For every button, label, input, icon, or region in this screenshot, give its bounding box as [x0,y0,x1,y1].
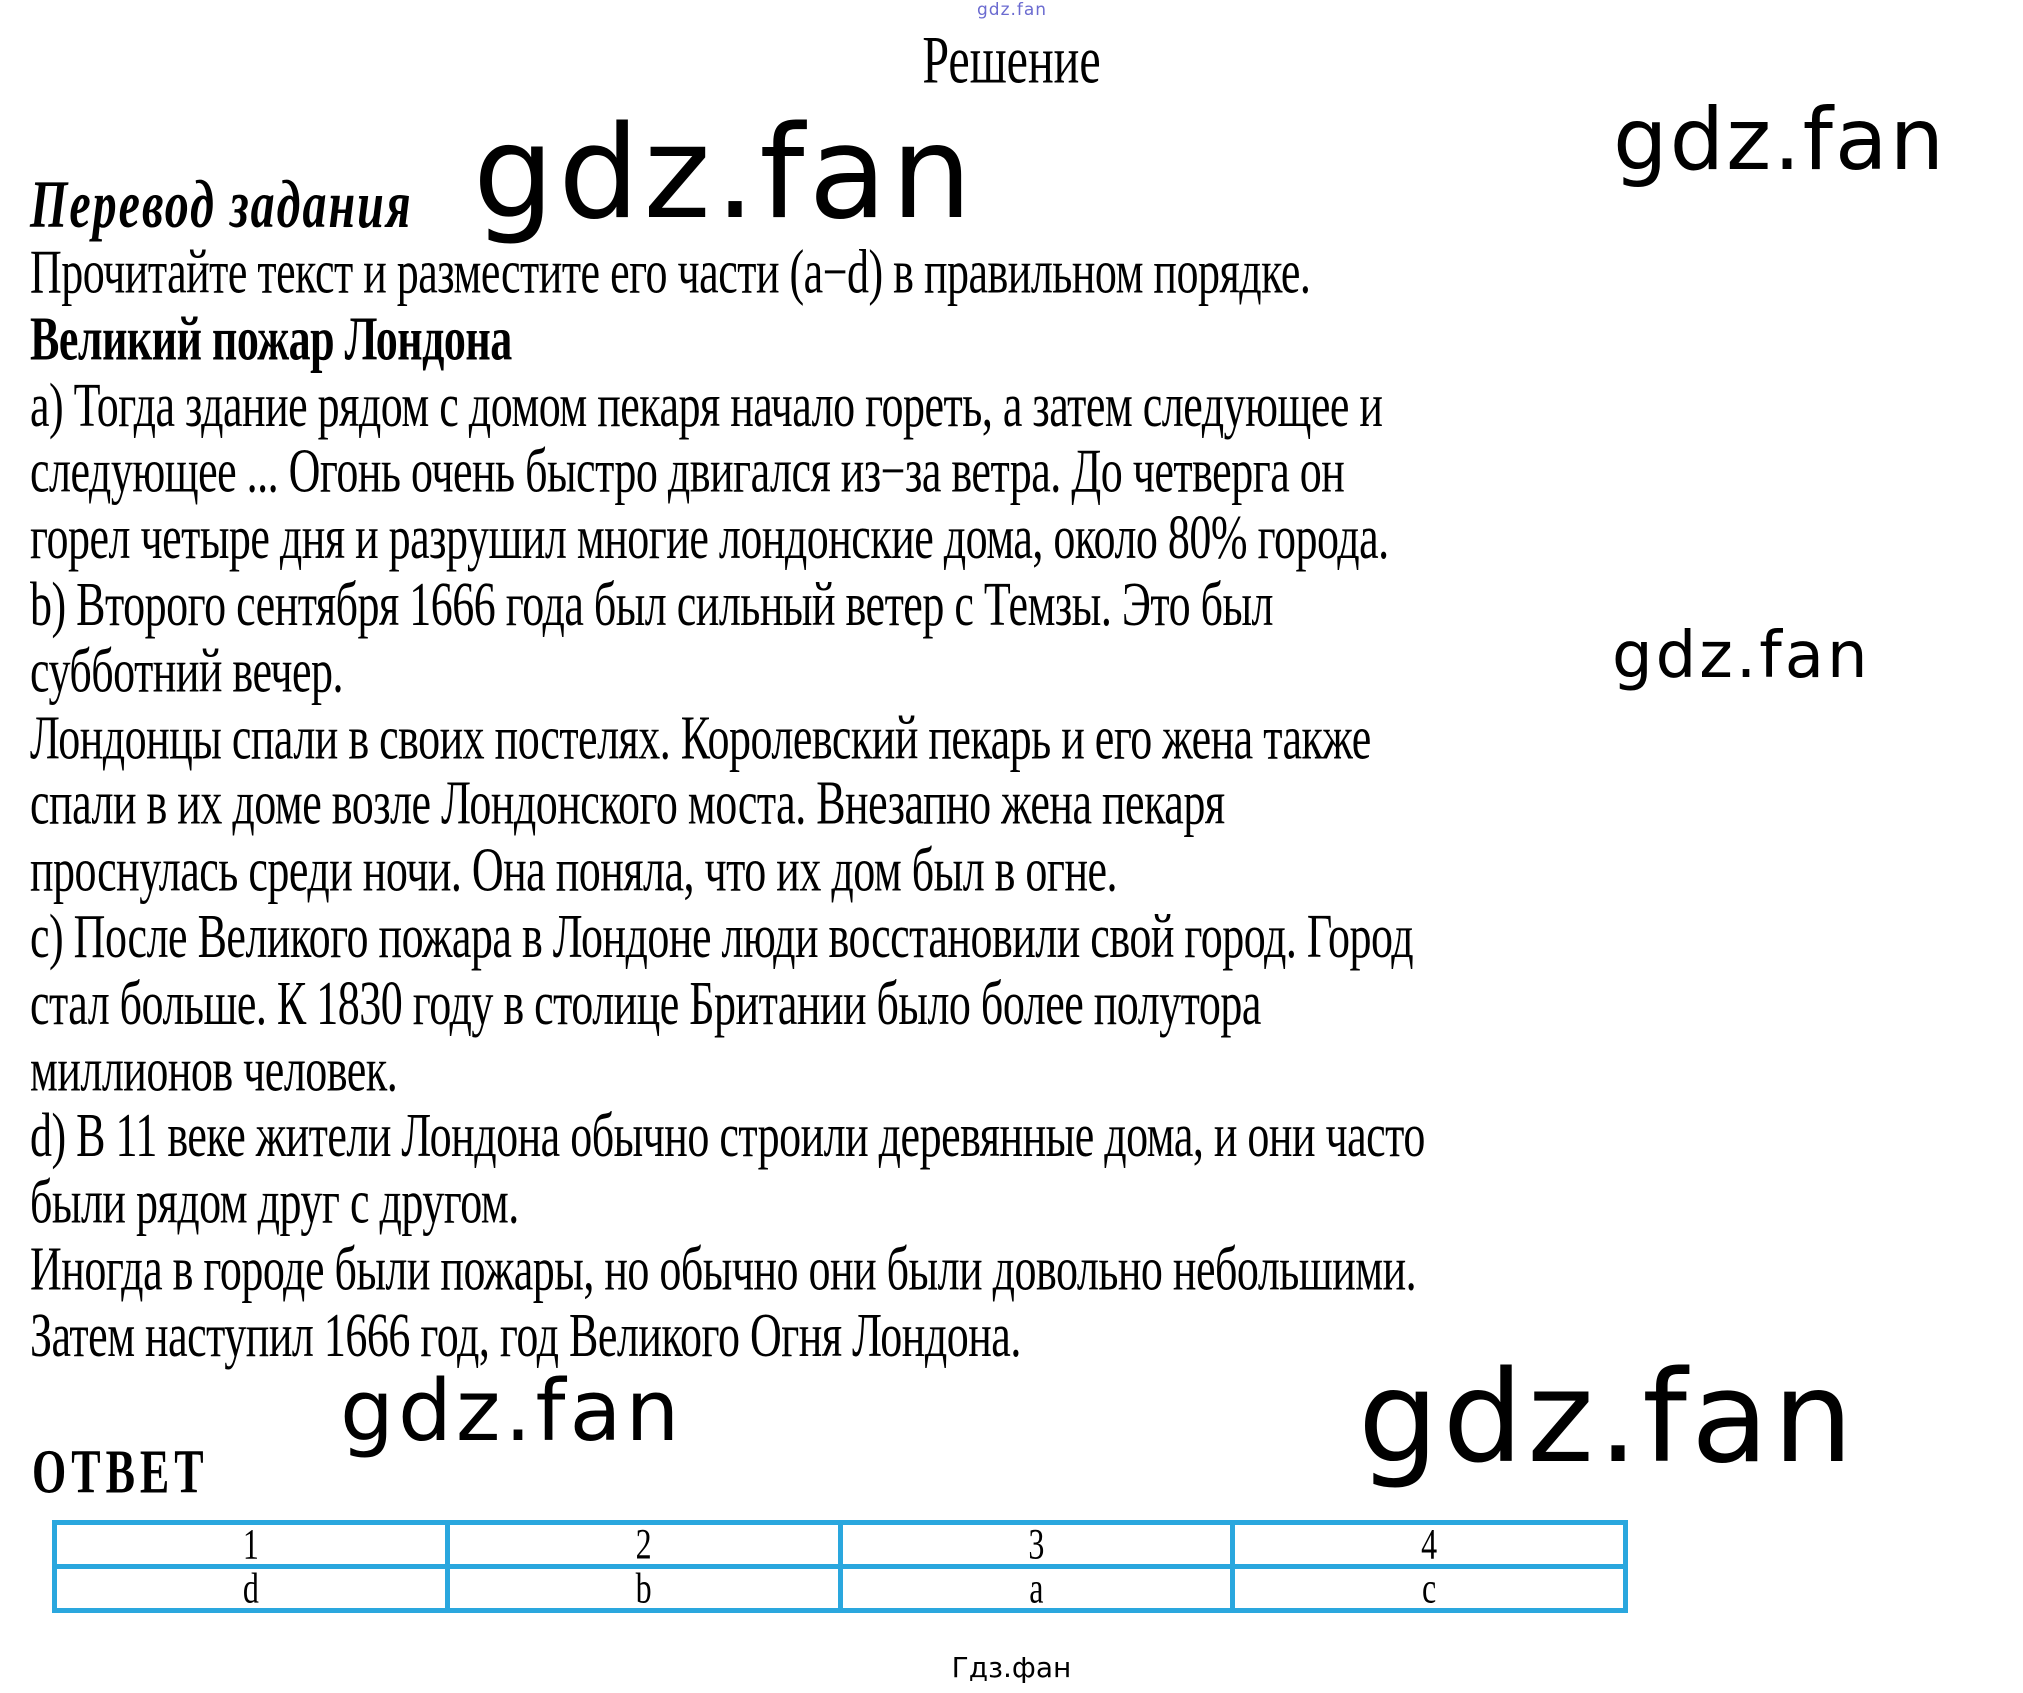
paragraph-b-line-1: b) Второго сентября 1666 года был сильный ветер с Темзы. Это был [30,569,1273,639]
paragraph-c-line-1: c) После Великого пожара в Лондоне люди восстановили свой город. Город [30,901,1414,972]
paragraph-d-line-1: d) В 11 веке жители Лондона обычно строили деревянные дома, и они часто [30,1101,1425,1171]
paragraph-d-line-3: Иногда в городе были пожары, но обычно они были довольно небольшими. [30,1233,1417,1304]
answer-value-cell-1: d [55,1567,448,1611]
answer-section-label: ОТВЕТ [32,1437,209,1507]
paragraph-b-line-2: субботний вечер. [30,635,344,706]
paragraph-b-line-5: проснулась среди ночи. Она поняла, что их дом был в огне. [30,835,1118,905]
paragraph-a-line-2: следующее ... Огонь очень быстро двигался из−за ветра. До четверга он [30,436,1345,507]
watermark-top-right: gdz.fan [1613,90,1947,190]
paragraph-b-line-4: спали в их доме возле Лондонского моста. Внезапно жена пекаря [30,768,1225,839]
answer-value-cell-3: a [840,1567,1233,1611]
site-footer-label: Гдз.фан [951,1651,1072,1684]
paragraph-c-line-3: миллионов человек. [30,1034,398,1105]
task-text-block [30,237,1425,1370]
paragraph-d-line-4: Затем наступил 1666 год, год Великого Огня Лондона. [30,1300,1021,1370]
watermark-bottom-left: gdz.fan [340,1362,684,1461]
answer-header-cell-2: 2 [447,1523,840,1567]
paragraph-a-line-3: горел четыре дня и разрушил многие лондонские дома, около 80% города. [30,502,1389,573]
paragraph-b-line-3: Лондонцы спали в своих постелях. Королевский пекарь и его жена также [30,702,1371,772]
paragraph-d-line-2: были рядом друг с другом. [30,1167,519,1238]
answer-value-cell-4: c [1233,1567,1626,1611]
paragraph-c-line-2: стал больше. К 1830 году в столице Британии было более полутора [30,968,1261,1038]
page-title: Решение [922,22,1101,98]
task-instruction: Прочитайте текст и разместите его части (a−d) в правильном порядке. [30,237,1311,307]
answer-table-value-row [55,1567,1626,1611]
answer-table [52,1520,1628,1613]
watermark-middle-right: gdz.fan [1612,619,1871,693]
answer-header-cell-4: 4 [1233,1523,1626,1567]
answer-table-header-row [55,1523,1626,1567]
paragraph-a-line-1: a) Тогда здание рядом с домом пекаря начало гореть, а затем следующее и [30,370,1383,440]
answer-header-cell-3: 3 [840,1523,1233,1567]
answer-value-cell-2: b [447,1567,840,1611]
translation-task-label: Перевод задания [30,167,413,243]
watermark-bottom-right: gdz.fan [1358,1343,1858,1491]
watermark-top-left: gdz.fan [473,99,976,248]
watermark-top-small: gdz.fan [977,0,1048,20]
answer-header-cell-1: 1 [55,1523,448,1567]
story-title: Великий пожар Лондона [30,303,512,374]
